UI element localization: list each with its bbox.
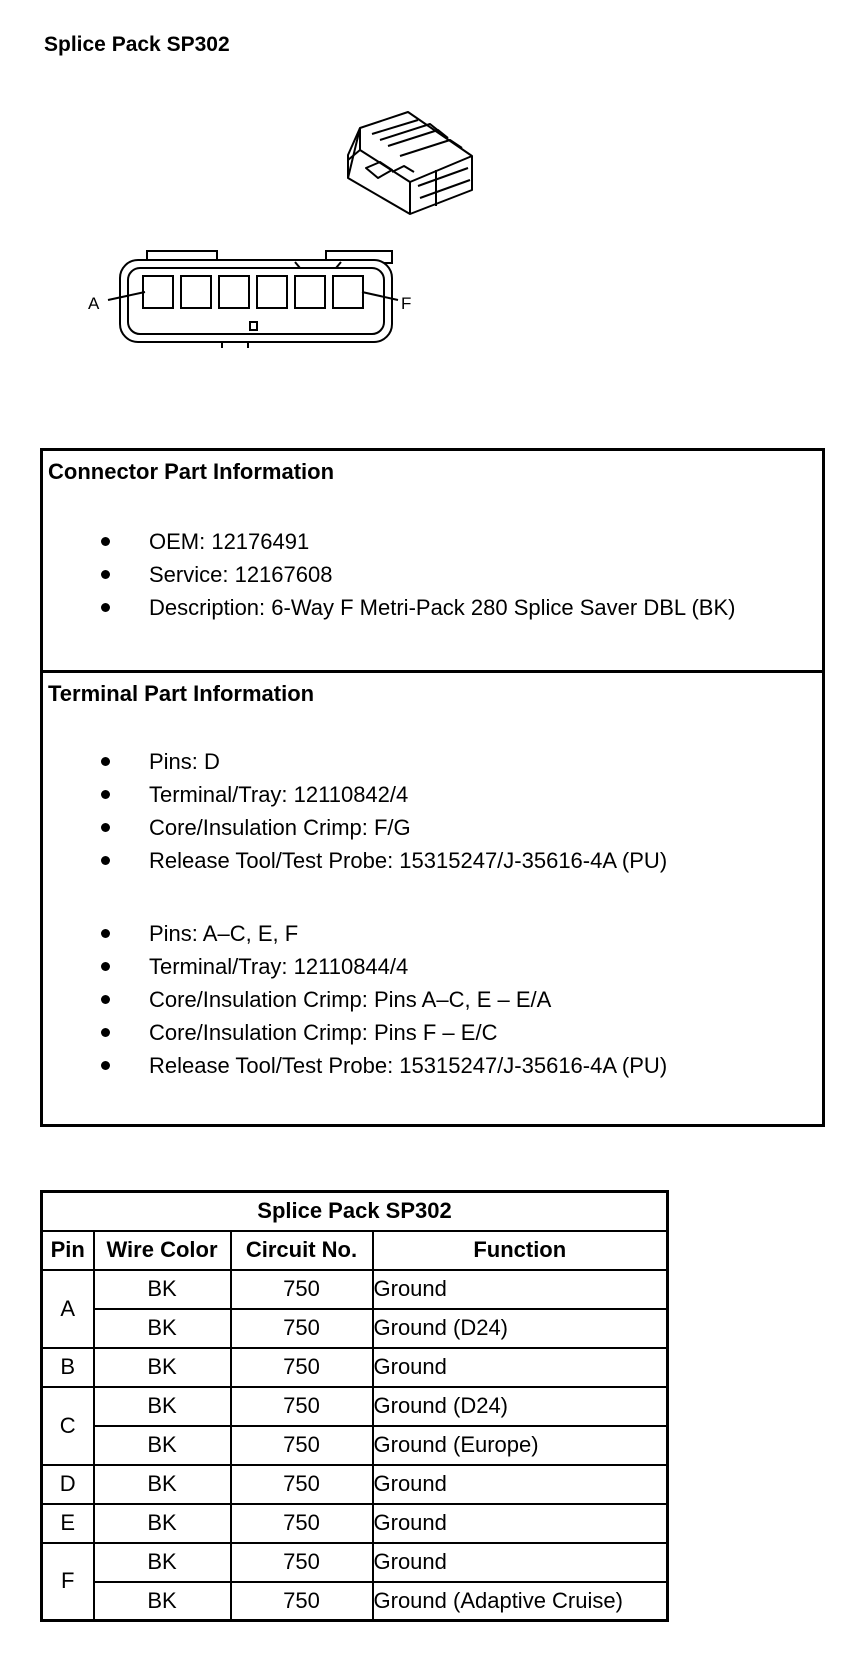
list-item: Description: 6-Way F Metri-Pack 280 Splice Saver DBL (BK) xyxy=(43,591,735,624)
function-cell: Ground xyxy=(373,1543,668,1582)
pin-cell: D xyxy=(42,1465,94,1504)
pin-cell: B xyxy=(42,1348,94,1387)
terminal-part-information xyxy=(43,673,822,1124)
circuit-cell: 750 xyxy=(231,1387,373,1426)
list-item: Pins: A–C, E, F xyxy=(43,917,667,950)
table-row xyxy=(42,1426,668,1465)
connector-info-list xyxy=(43,525,735,624)
splice-pack-table xyxy=(40,1190,669,1622)
table-row xyxy=(42,1270,668,1309)
list-item: Pins: D xyxy=(43,745,667,778)
wire-color-cell: BK xyxy=(94,1504,231,1543)
connector-3d-view xyxy=(348,112,472,214)
table-row xyxy=(42,1465,668,1504)
circuit-cell: 750 xyxy=(231,1270,373,1309)
circuit-cell: 750 xyxy=(231,1426,373,1465)
table-row xyxy=(42,1504,668,1543)
wire-color-cell: BK xyxy=(94,1348,231,1387)
list-item: Terminal/Tray: 12110844/4 xyxy=(43,950,667,983)
pin-cell: A xyxy=(42,1270,94,1348)
list-item: Core/Insulation Crimp: F/G xyxy=(43,811,667,844)
function-cell: Ground (Adaptive Cruise) xyxy=(373,1582,668,1621)
connector-illustration xyxy=(0,0,864,430)
circuit-cell: 750 xyxy=(231,1504,373,1543)
wire-color-cell: BK xyxy=(94,1426,231,1465)
header-circuit-no: Circuit No. xyxy=(231,1231,373,1270)
header-function: Function xyxy=(373,1231,668,1270)
table-row xyxy=(42,1543,668,1582)
function-cell: Ground (Europe) xyxy=(373,1426,668,1465)
list-item: OEM: 12176491 xyxy=(43,525,735,558)
table-row xyxy=(42,1348,668,1387)
connector-info-heading: Connector Part Information xyxy=(48,459,335,484)
wire-color-cell: BK xyxy=(94,1309,231,1348)
table-title: Splice Pack SP302 xyxy=(42,1192,668,1231)
page-title: Splice Pack SP302 xyxy=(44,33,230,56)
circuit-cell: 750 xyxy=(231,1309,373,1348)
function-cell: Ground xyxy=(373,1504,668,1543)
function-cell: Ground xyxy=(373,1270,668,1309)
header-pin: Pin xyxy=(42,1231,94,1270)
circuit-cell: 750 xyxy=(231,1582,373,1621)
terminal-info-group-2 xyxy=(43,917,667,1082)
pin-cell: E xyxy=(42,1504,94,1543)
pin-cell: F xyxy=(42,1543,94,1621)
wire-color-cell: BK xyxy=(94,1582,231,1621)
function-cell: Ground xyxy=(373,1348,668,1387)
wire-color-cell: BK xyxy=(94,1270,231,1309)
list-item: Core/Insulation Crimp: Pins F – E/C xyxy=(43,1016,667,1049)
table-row xyxy=(42,1387,668,1426)
wire-color-cell: BK xyxy=(94,1543,231,1582)
function-cell: Ground xyxy=(373,1465,668,1504)
wire-color-cell: BK xyxy=(94,1465,231,1504)
part-information-box xyxy=(40,448,825,1127)
table-row xyxy=(42,1309,668,1348)
pin-a-label: A xyxy=(88,294,100,313)
list-item: Release Tool/Test Probe: 15315247/J-35616-4A (PU) xyxy=(43,1049,667,1082)
function-cell: Ground (D24) xyxy=(373,1309,668,1348)
pin-cell: C xyxy=(42,1387,94,1465)
table-header-row xyxy=(42,1231,668,1270)
terminal-info-heading: Terminal Part Information xyxy=(48,681,315,706)
list-item: Core/Insulation Crimp: Pins A–C, E – E/A xyxy=(43,983,667,1016)
connector-part-information xyxy=(43,451,822,673)
list-item: Terminal/Tray: 12110842/4 xyxy=(43,778,667,811)
list-item: Release Tool/Test Probe: 15315247/J-35616-4A (PU) xyxy=(43,844,667,877)
circuit-cell: 750 xyxy=(231,1543,373,1582)
function-cell: Ground (D24) xyxy=(373,1387,668,1426)
terminal-info-group-1 xyxy=(43,745,667,877)
header-wire-color: Wire Color xyxy=(94,1231,231,1270)
list-item: Service: 12167608 xyxy=(43,558,735,591)
table-row xyxy=(42,1582,668,1621)
connector-front-view xyxy=(108,251,398,348)
wire-color-cell: BK xyxy=(94,1387,231,1426)
circuit-cell: 750 xyxy=(231,1348,373,1387)
circuit-cell: 750 xyxy=(231,1465,373,1504)
pin-f-label: F xyxy=(401,294,412,313)
